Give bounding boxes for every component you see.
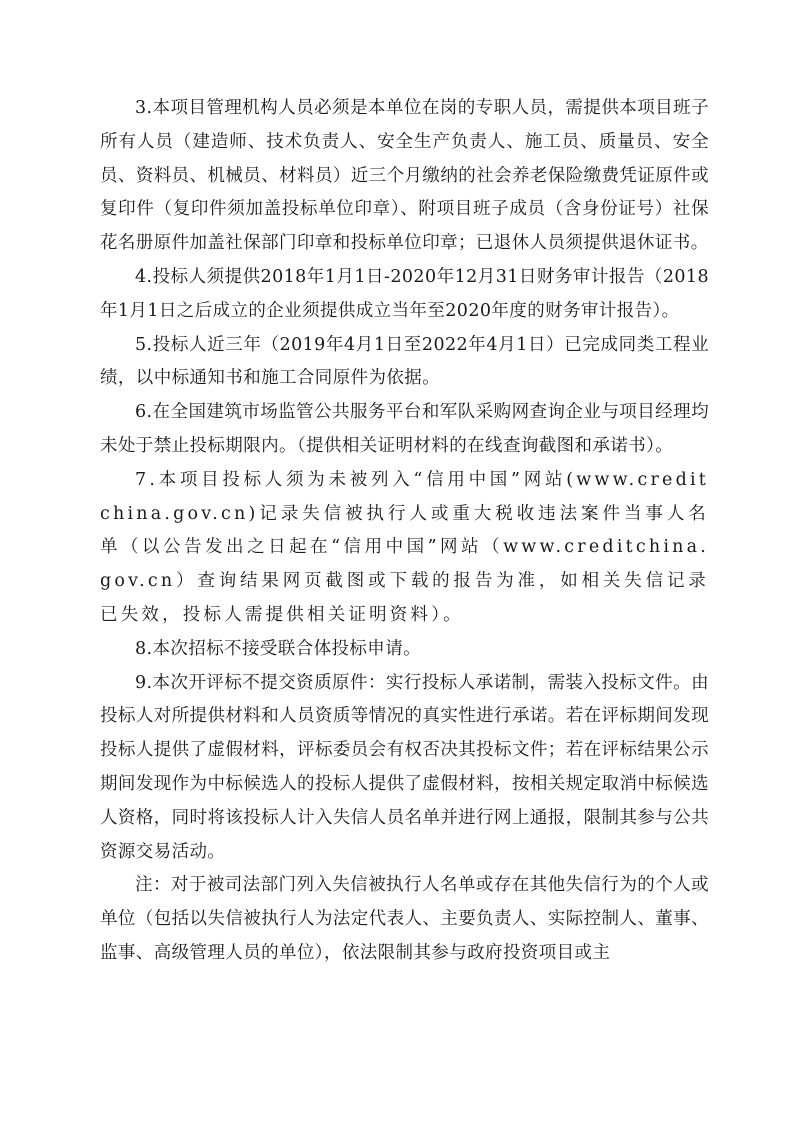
paragraph-item-4-audit-report: 4.投标人须提供2018年1月1日-2020年12月31日财务审计报告（2018年1月1日之后成立的企业须提供成立当年至2020年度的财务审计报告）。 bbox=[100, 266, 709, 321]
paragraph-item-8-no-consortium: 8.本次招标不接受联合体投标申请。 bbox=[135, 638, 421, 659]
paragraph-item-9-commitment: 9.本次开评标不提交资质原件：实行投标人承诺制，需装入投标文件。由投标人对所提供材料和人员资质等情况的真实性进行承诺。若在评标期间发现投标人提供了虚假材料，评标委员会有权否决其投标文件；若在评标结果公示期间发现作为中标候选人的投标人提供了虚假材料，按相关规定取消中标候选人资格，同时将该投标人计入失信人员名单并进行网上通报，限制其参与公共资源交易活动。 bbox=[100, 672, 709, 862]
paragraph-item-7-credit-china: 7.本项目投标人须为未被列入“信用中国”网站(www.creditchina.gov.cn)记录失信被执行人或重大税收违法案件当事人名单（以公告发出之日起在“信用中国”网站（www.creditchina.gov.cn）查询结果网页截图或下载的报告为准，如相关失信记录已失效，投标人需提供相关证明资料）。 bbox=[100, 469, 709, 625]
paragraph-item-6-debarment-check: 6.在全国建筑市场监管公共服务平台和军队采购网查询企业与项目经理均未处于禁止投标期限内。（提供相关证明材料的在线查询截图和承诺书）。 bbox=[100, 402, 709, 456]
paragraph-item-3-personnel: 3.本项目管理机构人员必须是本单位在岗的专职人员，需提供本项目班子所有人员（建造师、技术负责人、安全生产负责人、施工员、质量员、安全员、资料员、机械员、材料员）近三个月缴纳的社会养老保险缴费凭证原件或复印件（复印件须加盖投标单位印章）、附项目班子成员（含身份证号）社保花名册原件加盖社保部门印章和投标单位印章；已退休人员须提供退休证书。 bbox=[100, 98, 709, 254]
paragraph-item-5-performance: 5.投标人近三年（2019年4月1日至2022年4月1日）已完成同类工程业绩，以中标通知书和施工合同原件为依据。 bbox=[100, 334, 709, 389]
paragraph-note: 注：对于被司法部门列入失信被执行人名单或存在其他失信行为的个人或单位（包括以失信被执行人为法定代表人、主要负责人、实际控制人、董事、监事、高级管理人员的单位），依法限制其参与政府投资项目或主 bbox=[100, 875, 709, 963]
